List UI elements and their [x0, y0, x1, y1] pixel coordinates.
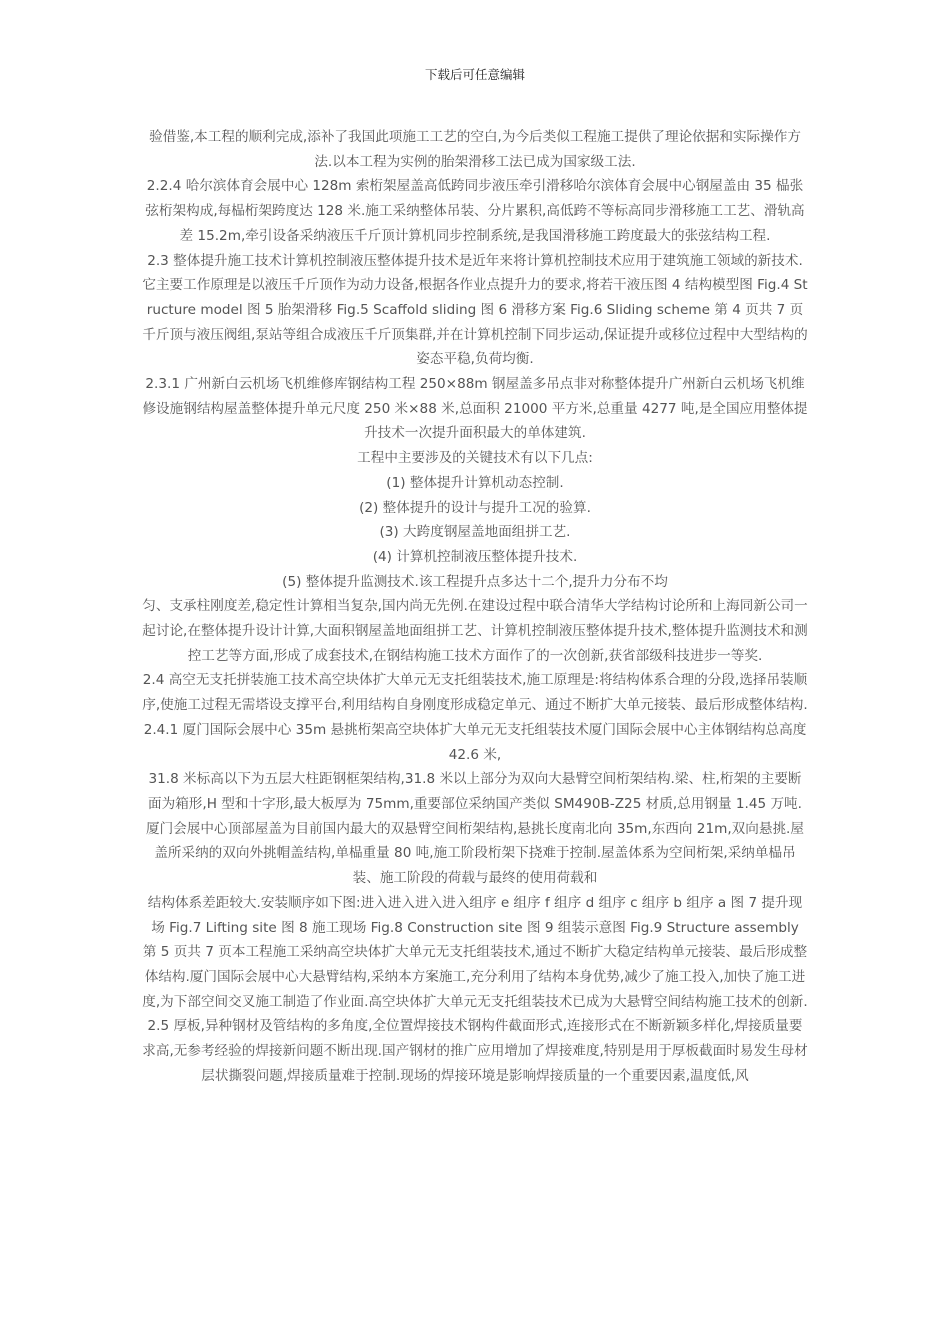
paragraph: 2.4 高空无支托拼装施工技术高空块体扩大单元无支托组装技术,施工原理是:将结构体系合理的分段,选择吊装顺序,使施工过程无需塔设支撑平台,利用结构自身刚度形成稳定单元、通过不断扩大单元接装、最后形成整体结构.: [142, 672, 808, 714]
paragraph: 第 5 页共 7 页本工程施工采纳高空块体扩大单元无支托组装技术,通过不断扩大稳定结构单元接装、最后形成整体结构.厦门国际会展中心大悬臂结构,采纳本方案施工,充分利用了结构本身优势,减少了施工投入,加快了施工进度,为下部空间交叉施工制造了作业面.高空块体扩大单元无支托组装技术已成为大悬臂空间结构施工技术的创新.: [142, 944, 808, 1010]
paragraph: 2.3 整体提升施工技术计算机控制液压整体提升技术是近年来将计算机控制技术应用于建筑施工领域的新技术.它主要工作原理是以液压千斤顶作为动力设备,根据各作业点提升力的要求,将若干液压图 4 结构模型图 Fig.4 Structure model 图 5 胎架滑移 Fig.5 Scaffold sliding 图 6 滑移方案 Fig.6 Sliding scheme 第 4 页共 7 页千斤顶与液压阀组,泵站等组合成液压千斤顶集群,并在计算机控制下同步运动,保证提升或移位过程中大型结构的姿态平稳,负荷均衡.: [142, 252, 808, 368]
list-item: (2) 整体提升的设计与提升工况的验算.: [359, 499, 591, 516]
list-item: (1) 整体提升计算机动态控制.: [386, 474, 564, 491]
paragraph: 2.5 厚板,异种钢材及管结构的多角度,全位置焊接技术钢构件截面形式,连接形式在不断新颖多样化,焊接质量要求高,无参考经验的焊接新问题不断出现.国产钢材的推广应用增加了焊接难度,特别是用于厚板截面时易发生母材层状撕裂问题,焊接质量难于控制.现场的焊接环境是影响焊接质量的一个重要因素,温度低,风: [142, 1018, 808, 1084]
paragraph: 验借鉴,本工程的顺利完成,添补了我国此项施工工艺的空白,为今后类似工程施工提供了理论依据和实际操作方法.以本工程为实例的胎架滑移工法已成为国家级工法.: [149, 129, 801, 170]
paragraph: 31.8 米标高以下为五层大柱距钢框架结构,31.8 米以上部分为双向大悬臂空间桁架结构.梁、柱,桁架的主要断面为箱形,H 型和十字形,最大板厚为 75mm,重要部位采纳国产类似 SM490B-Z25 材质,总用钢量 1.45 万吨.厦门会展中心顶部屋盖为目前国内最大的双悬臂空间桁架结构,悬挑长度南北向 35m,东西向 21m,双向悬挑.屋盖所采纳的双向外挑帽盖结构,单榀重量 80 吨,施工阶段桁架下挠难于控制.屋盖体系为空间桁架,采纳单榀吊装、施工阶段的荷载与最终的使用荷载和: [146, 771, 804, 887]
page-header: 下载后可任意编辑: [424, 67, 525, 82]
paragraph: 2.3.1 广州新白云机场飞机维修库钢结构工程 250×88m 钢屋盖多吊点非对称整体提升广州新白云机场飞机维修设施钢结构屋盖整体提升单元尺度 250 米×88 米,总面积 21000 平方米,总重量 4277 吨,是全国应用整体提升技术一次提升面积最大的单体建筑.: [142, 376, 808, 442]
paragraph: 2.2.4 哈尔滨体育会展中心 128m 索桁架屋盖高低跨同步液压牵引滑移哈尔滨体育会展中心钢屋盖由 35 榀张弦桁架构成,每榀桁架跨度达 128 米.施工采纳整体吊装、分片累积,高低跨不等标高同步滑移施工工艺、滑轨高差 15.2m,牵引设备采纳液压千斤顶计算机同步控制系统,是我国滑移施工跨度最大的张弦结构工程.: [145, 178, 805, 244]
list-item: (3) 大跨度钢屋盖地面组拼工艺.: [379, 524, 571, 541]
paragraph: 工程中主要涉及的关键技术有以下几点:: [357, 450, 593, 467]
paragraph: 2.4.1 厦门国际会展中心 35m 悬挑桁架高空块体扩大单元无支托组装技术厦门国际会展中心主体钢结构总高度 42.6 米,: [143, 721, 807, 763]
paragraph: 匀、支承柱刚度差,稳定性计算相当复杂,国内尚无先例.在建设过程中联合清华大学结构讨论所和上海同新公司一起讨论,在整体提升设计计算,大面积钢屋盖地面组拼工艺、计算机控制液压整体提升技术,整体提升监测技术和测控工艺等方面,形成了成套技术,在钢结构施工技术方面作了的一次创新,获省部级科技进步一等奖.: [142, 598, 808, 664]
paragraph: 结构体系差距较大.安装顺序如下图:进入进入进入进入组序 e 组序 f 组序 d 组序 c 组序 b 组序 a 图 7 提升现场 Fig.7 Lifting site 图 8 施工现场 Fig.8 Construction site 图 9 组装示意图 Fig.9 Structure assembly: [147, 894, 803, 936]
document-body: [142, 125, 808, 1088]
list-item: (5) 整体提升监测技术.该工程提升点多达十二个,提升力分布不均: [282, 573, 668, 590]
list-item: (4) 计算机控制液压整体提升技术.: [372, 548, 578, 565]
